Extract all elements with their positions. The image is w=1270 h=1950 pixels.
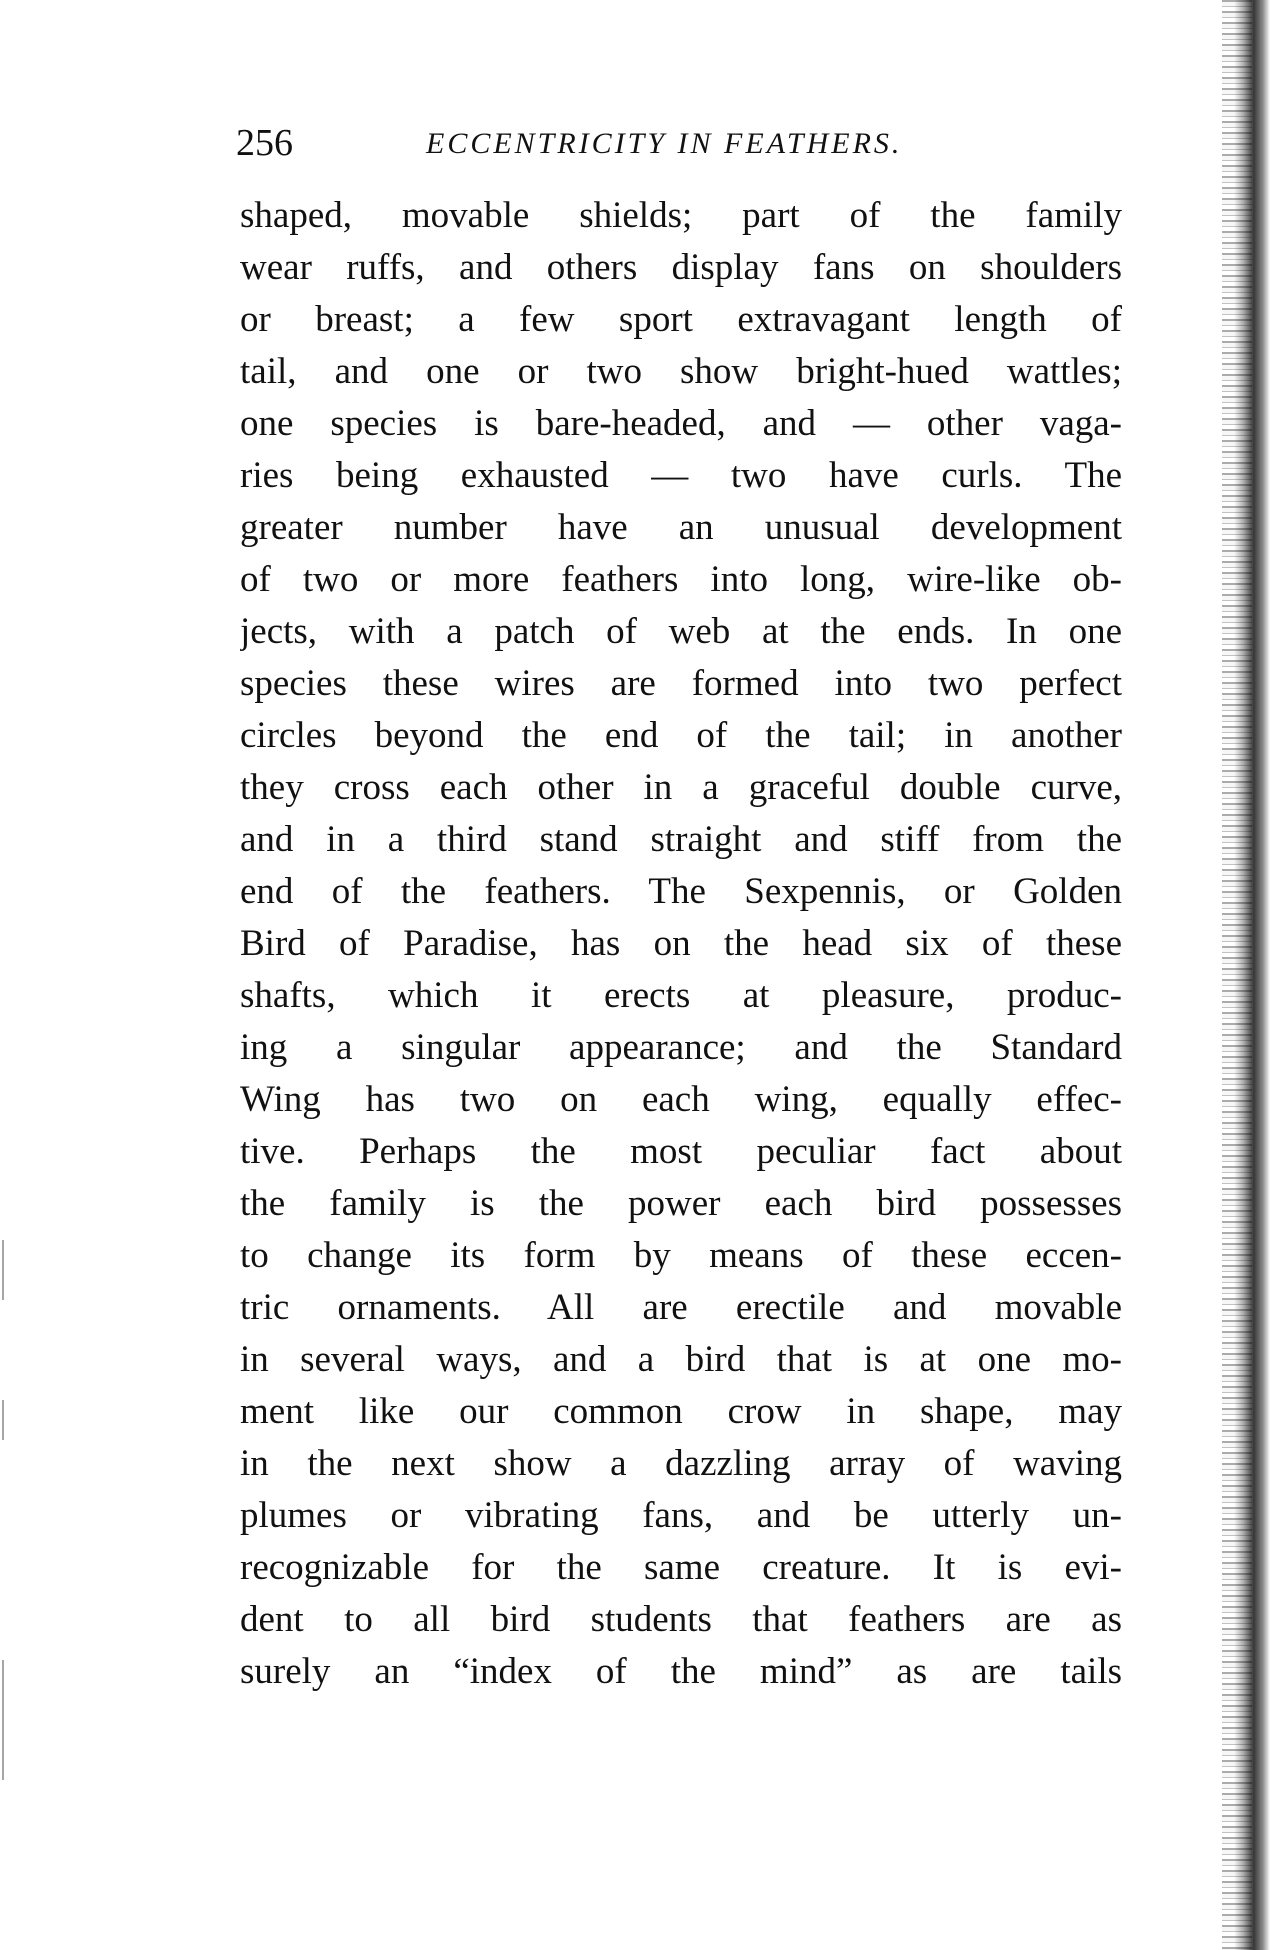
text-line: surely an “index of the mind” as are tails <box>240 1651 1122 1692</box>
text-line: greater number have an unusual development <box>240 507 1122 548</box>
text-line: species these wires are formed into two perfect <box>240 663 1122 704</box>
text-line: shaped, movable shields; part of the family <box>240 195 1122 236</box>
text-line: the family is the power each bird possesses <box>240 1183 1122 1224</box>
text-line: recognizable for the same creature. It is evi- <box>240 1547 1122 1588</box>
text-line: Wing has two on each wing, equally effec- <box>240 1079 1122 1120</box>
text-line: shafts, which it erects at pleasure, produc- <box>240 975 1122 1016</box>
scan-margin-mark <box>2 1400 4 1440</box>
text-line: dent to all bird students that feathers are as <box>240 1599 1122 1640</box>
text-line: they cross each other in a graceful double curve, <box>240 767 1122 808</box>
running-head: ECCENTRICITY IN FEATHERS. <box>426 127 903 160</box>
text-line: ment like our common crow in shape, may <box>240 1391 1122 1432</box>
text-line: circles beyond the end of the tail; in another <box>240 715 1122 756</box>
text-line: of two or more feathers into long, wire-like ob- <box>240 559 1122 600</box>
text-line: ries being exhausted — two have curls. The <box>240 455 1122 496</box>
text-line: one species is bare-headed, and — other vaga- <box>240 403 1122 444</box>
scan-edge-speckle <box>1222 0 1252 1950</box>
page-number: 256 <box>236 122 293 164</box>
text-line: ing a singular appearance; and the Standard <box>240 1027 1122 1068</box>
text-line: Bird of Paradise, has on the head six of these <box>240 923 1122 964</box>
page-header <box>236 120 1116 166</box>
body-text <box>240 190 1122 1698</box>
text-line: plumes or vibrating fans, and be utterly un- <box>240 1495 1122 1536</box>
text-line: tive. Perhaps the most peculiar fact about <box>240 1131 1122 1172</box>
text-line: to change its form by means of these eccen- <box>240 1235 1122 1276</box>
scan-margin-mark <box>2 1240 4 1300</box>
text-line: end of the feathers. The Sexpennis, or Golden <box>240 871 1122 912</box>
text-line: and in a third stand straight and stiff from the <box>240 819 1122 860</box>
text-line: in the next show a dazzling array of waving <box>240 1443 1122 1484</box>
text-line: tail, and one or two show bright-hued wattles; <box>240 351 1122 392</box>
text-line: or breast; a few sport extravagant length of <box>240 299 1122 340</box>
text-line: jects, with a patch of web at the ends. In one <box>240 611 1122 652</box>
text-line: tric ornaments. All are erectile and movable <box>240 1287 1122 1328</box>
text-line: wear ruffs, and others display fans on shoulders <box>240 247 1122 288</box>
text-line: in several ways, and a bird that is at one mo- <box>240 1339 1122 1380</box>
scan-margin-mark <box>2 1660 4 1780</box>
